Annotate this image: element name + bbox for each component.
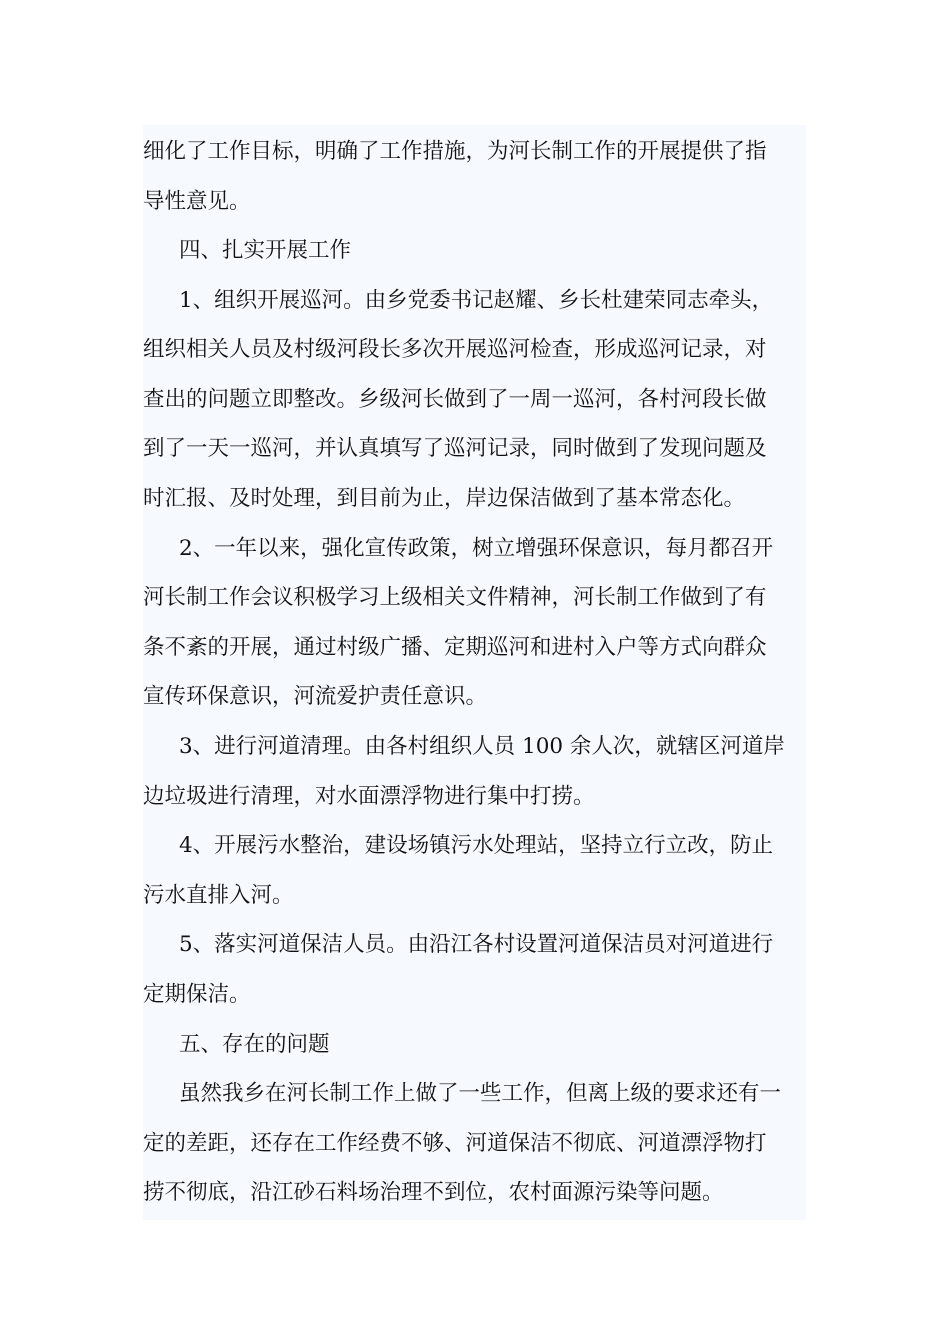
- text-line: 捞不彻底，沿江砂石料场治理不到位，农村面源污染等问题。: [143, 1180, 724, 1205]
- text-line: 定的差距，还存在工作经费不够、河道保洁不彻底、河道漂浮物打: [143, 1131, 767, 1156]
- text-line: 5、落实河道保洁人员。由沿江各村设置河道保洁员对河道进行: [179, 932, 774, 957]
- text-line: 1、组织开展巡河。由乡党委书记赵耀、乡长杜建荣同志牵头，: [179, 288, 774, 313]
- text-line: 导性意见。: [143, 189, 251, 214]
- section-heading: 五、存在的问题: [179, 1032, 330, 1057]
- text-line: 组织相关人员及村级河段长多次开展巡河检查，形成巡河记录，对: [143, 337, 767, 362]
- text-line: 4、开展污水整治，建设场镇污水处理站，坚持立行立改，防止: [179, 833, 774, 858]
- text-line: 河长制工作会议积极学习上级相关文件精神，河长制工作做到了有: [143, 585, 767, 610]
- text-line: 查出的问题立即整改。乡级河长做到了一周一巡河，各村河段长做: [143, 387, 767, 412]
- text-line: 宣传环保意识，河流爱护责任意识。: [143, 684, 488, 709]
- text-line: 到了一天一巡河，并认真填写了巡河记录，同时做到了发现问题及: [143, 436, 767, 461]
- text-line: 2、一年以来，强化宣传政策，树立增强环保意识，每月都召开: [179, 536, 774, 561]
- text-line: 细化了工作目标，明确了工作措施，为河长制工作的开展提供了指: [143, 139, 767, 164]
- text-line: 3、进行河道清理。由各村组织人员 100 余人次，就辖区河道岸: [179, 734, 785, 759]
- document-text-block: [143, 125, 806, 1220]
- text-line: 边垃圾进行清理，对水面漂浮物进行集中打捞。: [143, 784, 595, 809]
- section-heading: 四、扎实开展工作: [179, 238, 352, 263]
- text-line: 时汇报、及时处理，到目前为止，岸边保洁做到了基本常态化。: [143, 486, 746, 511]
- text-line: 条不紊的开展，通过村级广播、定期巡河和进村入户等方式向群众: [143, 635, 767, 660]
- text-line: 污水直排入河。: [143, 883, 294, 908]
- text-line: 定期保洁。: [143, 982, 251, 1007]
- text-line: 虽然我乡在河长制工作上做了一些工作，但离上级的要求还有一: [179, 1081, 782, 1106]
